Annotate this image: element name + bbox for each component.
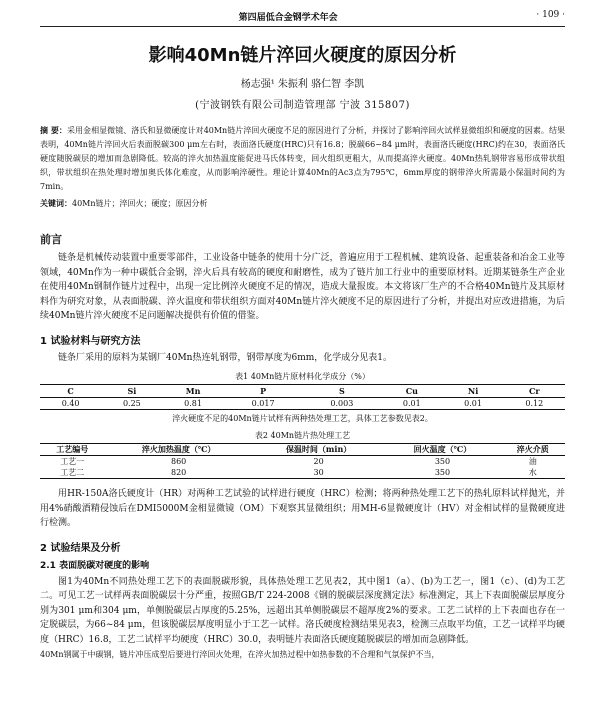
table1-cell: 0.003: [330, 399, 354, 408]
table1-header-cell: Si: [127, 386, 137, 396]
table2-cell: 20: [313, 457, 324, 466]
table2-header-cell: 回火温度（℃）: [413, 444, 472, 454]
table2-header-cell: 淬火介质: [516, 444, 549, 454]
table1-header-cell: Cu: [405, 386, 418, 396]
table2-header-cell: 保温时间（min）: [285, 444, 352, 454]
section2-paragraph: 图1为40Mn不同热处理工艺下的表面脱碳形貌，具体热处理工艺见表2，其中图1（a）、(b)为工艺一，图1（c）、(d)为工艺二。可见工艺一试样两表面脱碳层十分严重，按照GB/T 224-2008《钢的脱碳层深度测定法》标准测定，其上下表面脱碳层厚度分别为301 μm和304 μm，单侧脱碳层占厚度的5.25%，远超出其单侧脱碳层不超厚度2%的要求。工艺二试样的上下表面也存在一定脱碳层，为66~84 μm，但该脱碳层厚度明显小于工艺一试样。洛氏硬度检测结果见表3，检测三点取平均值，工艺一试样平均硬度（HRC）16.8，工艺二试样平均硬度（HRC）30.0，表明链片表面洛氏硬度随脱碳层的增加而急剧降低。: [40, 576, 565, 645]
section2-1-heading: 2.1 表面脱碳对硬度的影响: [40, 560, 150, 571]
table2-header-row: [40, 444, 565, 456]
table-row: [40, 456, 565, 468]
keywords-label: 关键词：: [40, 198, 72, 208]
table1-caption: 表1 40Mn链片原材料化学成分（%）: [235, 372, 370, 381]
table2-cell: 油: [528, 457, 537, 466]
table1-header-cell: S: [338, 386, 345, 396]
table2-cell: 工艺一: [60, 457, 85, 466]
table1-header-cell: P: [260, 386, 267, 396]
table2-header-cell: 淬火加热温度（℃）: [141, 444, 216, 454]
page-number: · 109 ·: [536, 10, 565, 20]
author-list: 杨志强¹ 朱振利 骆仁智 李凯: [240, 79, 365, 90]
section1-paragraph: 链条厂采用的原料为某钢厂40Mn热连轧钢带，钢带厚度为6mm，化学成分见表1。: [58, 352, 392, 363]
intro-heading: 前言: [40, 233, 62, 246]
table1-cell: 0.25: [122, 399, 141, 408]
section2-heading: 2 试验结果及分析: [40, 542, 121, 554]
table2-cell: 30: [313, 468, 324, 477]
abstract-label: 摘 要：: [40, 125, 67, 135]
table2-cell: 860: [170, 457, 187, 466]
table2-cell: 350: [434, 457, 451, 466]
abstract-text: 采用金相显微镜、洛氏和显微硬度计对40Mn链片淬回火硬度不足的原因进行了分析，并探讨了影响淬回火试样显微组织和硬度的因素。结果表明，40Mn链片淬回火后表面脱碳300 μm左右时，表面洛氏硬度(HRC)只有16.8；脱碳66~84 μm时，表面洛氏硬度(HRC)约在30，表面洛氏硬度随脱碳层的增加而急剧降低。较高的淬火加热温度能促进马氏体转变，回火组织更粗大，从而提高淬火硬度。40Mn热轧钢带容易形成带状组织，带状组织在热处理时增加奥氏体化难度，从而影响淬硬性。理论计算40Mn的Ac3点为795℃，6mm厚度的钢带淬火所需最小保温时间约为7min。: [40, 126, 565, 191]
table2-cell: 350: [434, 468, 451, 477]
table1-header-cell: Cr: [529, 386, 540, 396]
keywords-text: 40Mn链片；淬回火；硬度；原因分析: [72, 199, 208, 208]
table2-cell: 工艺二: [60, 468, 85, 477]
table1-cell: 0.01: [464, 399, 482, 408]
table2-cell: 820: [170, 468, 187, 477]
table1-chemical-composition: [40, 384, 565, 410]
conference-name: 第四届低合金钢学术年会: [238, 13, 338, 23]
affiliation: (宁波钢铁有限公司制造管理部 宁波 315807): [195, 100, 410, 111]
table2-header-cell: 工艺编号: [56, 444, 89, 454]
table-row: [40, 398, 565, 410]
table1-note: 淬火硬度不足的40Mn链片试样有两种热处理工艺，具体工艺参数见表2。: [172, 414, 433, 423]
paper-title: 影响40Mn链片淬回火硬度的原因分析: [148, 45, 457, 66]
abstract: [40, 123, 565, 194]
continued-paragraph: 40Mn钢属于中碳钢，链片冲压成型后要进行淬回火处理，在淬火加热过程中如热参数的不合理和气氛保护不当，: [40, 650, 440, 659]
table-row: [40, 467, 565, 479]
table1-cell: 0.81: [184, 399, 202, 408]
keywords: [40, 198, 565, 209]
table2-heat-treatment: [40, 443, 565, 479]
running-head: [40, 8, 565, 27]
table2-cell: 水: [528, 468, 537, 477]
table1-cell: 0.01: [402, 399, 421, 408]
table1-cell: 0.017: [251, 399, 275, 408]
method-paragraph: 用HR-150A洛氏硬度计（HR）对两种工艺试验的试样进行硬度（HRC）检测；将两种热处理工艺下的热轧原料试样抛光，并用4%硝酸酒精侵蚀后在DMI5000M金相显微镜（OM）下观察其显微组织；用MH-6显微硬度计（HV）对金相试样的显微硬度进行检测。: [40, 489, 565, 528]
table1-header-row: [40, 385, 565, 398]
table1-header-cell: Ni: [467, 386, 479, 396]
table1-cell: 0.12: [525, 399, 544, 408]
paper-page: [40, 8, 565, 661]
table1-header-cell: C: [67, 386, 74, 396]
table1-header-cell: Mn: [185, 386, 201, 396]
table1-cell: 0.40: [61, 399, 80, 408]
section1-heading: 1 试验材料与研究方法: [40, 335, 141, 347]
intro-paragraph: 链条是机械传动装置中重要零部件，工业设备中链条的使用十分广泛，普遍应用于工程机械、建筑设备、起重装备和冶金工业等领域，40Mn作为一种中碳低合金钢，淬火后具有较高的硬度和耐磨性，成为了链片加工行业中的重要原材料。近期某链条生产企业在使用40Mn钢制作链片过程中，出现一定比例淬火硬度不足的情况，造成大量报废。本文将该厂生产的不合格40Mn链片及其原材料作为研究对象，从表面脱碳、淬火温度和带状组织方面对40Mn链片淬火硬度不足的原因进行了分析，并提出对应改进措施，为后续40Mn链片淬火硬度不足问题解决提供有价值的借鉴。: [40, 253, 565, 321]
table2-caption: 表2 40Mn链片热处理工艺: [254, 431, 351, 440]
